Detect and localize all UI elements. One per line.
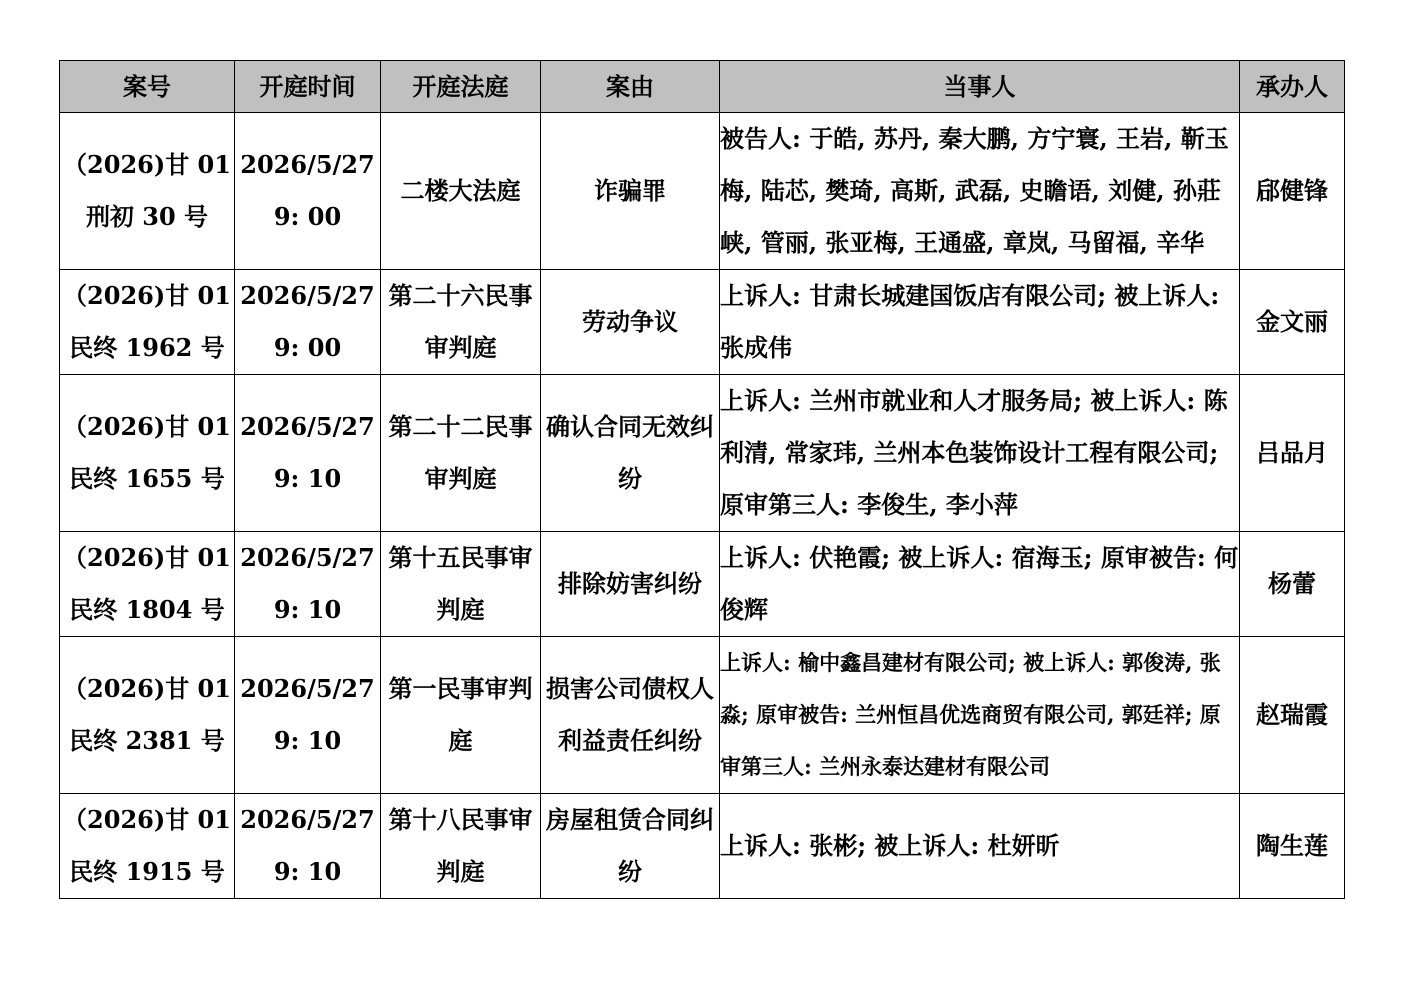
case-number-cell — [60, 532, 235, 637]
hearing-date: 2026/5/27 — [240, 412, 375, 441]
cause-cell: 诈骗罪 — [541, 113, 720, 270]
hearing-date: 2026/5/27 — [240, 805, 375, 834]
cause-cell: 排除妨害纠纷 — [541, 532, 720, 637]
hearing-clock: 9: 10 — [273, 726, 342, 755]
cause-cell: 劳动争议 — [541, 270, 720, 375]
case-number-line: （2026)甘 01 — [63, 281, 231, 310]
header-hearing-time: 开庭时间 — [235, 61, 381, 113]
table-row — [60, 532, 1345, 637]
header-case-no: 案号 — [60, 61, 235, 113]
courtroom-cell: 第二十六民事审判庭 — [381, 270, 541, 375]
judge-cell: 陶生莲 — [1240, 794, 1345, 899]
case-number-cell — [60, 113, 235, 270]
case-number-line: （2026)甘 01 — [63, 543, 231, 572]
hearing-clock: 9: 10 — [273, 595, 342, 624]
case-number-line: 民终 1655 号 — [69, 464, 225, 493]
parties-cell: 上诉人: 张彬; 被上诉人: 杜妍昕 — [720, 794, 1240, 899]
parties-cell: 上诉人: 兰州市就业和人才服务局; 被上诉人: 陈利清, 常家玮, 兰州本色装饰设计工程有限公司; 原审第三人: 李俊生, 李小萍 — [720, 375, 1240, 532]
hearing-date: 2026/5/27 — [240, 543, 375, 572]
case-number-line: 民终 1962 号 — [69, 333, 225, 362]
courtroom-cell: 第十五民事审判庭 — [381, 532, 541, 637]
courtroom-cell: 第十八民事审判庭 — [381, 794, 541, 899]
hearing-clock: 9: 00 — [273, 333, 342, 362]
case-number-line: （2026)甘 01 — [63, 674, 231, 703]
parties-cell: 上诉人: 榆中鑫昌建材有限公司; 被上诉人: 郭俊涛, 张淼; 原审被告: 兰州恒昌优选商贸有限公司, 郭廷祥; 原审第三人: 兰州永泰达建材有限公司 — [720, 637, 1240, 794]
case-number-cell — [60, 637, 235, 794]
hearing-time-cell — [235, 794, 381, 899]
hearing-time-cell — [235, 113, 381, 270]
hearing-date: 2026/5/27 — [240, 674, 375, 703]
parties-cell: 被告人: 于皓, 苏丹, 秦大鹏, 方宁寰, 王岩, 靳玉梅, 陆芯, 樊琦, 高斯, 武磊, 史瞻语, 刘健, 孙莊峡, 管丽, 张亚梅, 王通盛, 章岚, 马留福, 辛华 — [720, 113, 1240, 270]
judge-cell: 赵瑞霞 — [1240, 637, 1345, 794]
header-parties: 当事人 — [720, 61, 1240, 113]
case-number-line: 民终 2381 号 — [69, 726, 225, 755]
header-judge: 承办人 — [1240, 61, 1345, 113]
table-row — [60, 113, 1345, 270]
hearing-time-cell — [235, 270, 381, 375]
cause-cell: 损害公司债权人利益责任纠纷 — [541, 637, 720, 794]
case-number-line: 民终 1804 号 — [69, 595, 225, 624]
hearing-schedule-table — [59, 60, 1345, 899]
case-number-line: 民终 1915 号 — [69, 857, 225, 886]
case-number-cell — [60, 794, 235, 899]
cause-cell: 房屋租赁合同纠纷 — [541, 794, 720, 899]
parties-cell: 上诉人: 甘肃长城建国饭店有限公司; 被上诉人: 张成伟 — [720, 270, 1240, 375]
header-courtroom: 开庭法庭 — [381, 61, 541, 113]
hearing-date: 2026/5/27 — [240, 281, 375, 310]
judge-cell: 杨蕾 — [1240, 532, 1345, 637]
table-row — [60, 794, 1345, 899]
judge-cell: 郈健锋 — [1240, 113, 1345, 270]
case-number-cell — [60, 375, 235, 532]
hearing-time-cell — [235, 637, 381, 794]
case-number-line: （2026)甘 01 — [63, 150, 231, 179]
case-number-line: （2026)甘 01 — [63, 805, 231, 834]
hearing-date: 2026/5/27 — [240, 150, 375, 179]
hearing-clock: 9: 10 — [273, 464, 342, 493]
hearing-clock: 9: 00 — [273, 202, 342, 231]
cause-cell: 确认合同无效纠纷 — [541, 375, 720, 532]
hearing-time-cell — [235, 375, 381, 532]
table-header-row — [60, 61, 1345, 113]
table-row — [60, 270, 1345, 375]
courtroom-cell: 二楼大法庭 — [381, 113, 541, 270]
header-cause: 案由 — [541, 61, 720, 113]
courtroom-cell: 第二十二民事审判庭 — [381, 375, 541, 532]
case-number-line: 刑初 30 号 — [85, 202, 209, 231]
judge-cell: 吕品月 — [1240, 375, 1345, 532]
table-row — [60, 637, 1345, 794]
hearing-time-cell — [235, 532, 381, 637]
table-row — [60, 375, 1345, 532]
case-number-cell — [60, 270, 235, 375]
parties-cell: 上诉人: 伏艳霞; 被上诉人: 宿海玉; 原审被告: 何俊辉 — [720, 532, 1240, 637]
hearing-clock: 9: 10 — [273, 857, 342, 886]
judge-cell: 金文丽 — [1240, 270, 1345, 375]
case-number-line: （2026)甘 01 — [63, 412, 231, 441]
courtroom-cell: 第一民事审判庭 — [381, 637, 541, 794]
